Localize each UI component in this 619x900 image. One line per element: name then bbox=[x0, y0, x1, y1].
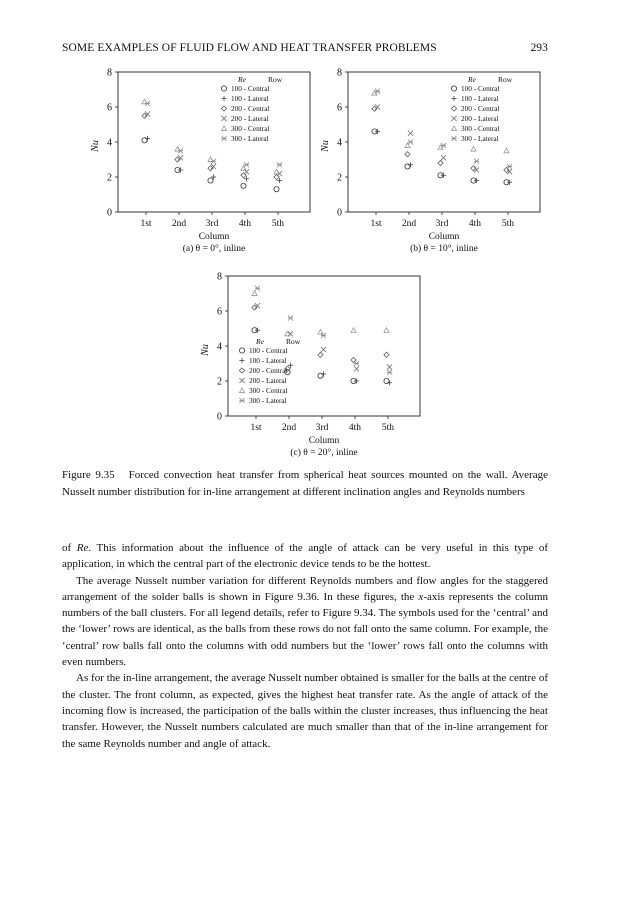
legend-marker bbox=[221, 116, 226, 121]
paragraph-3: As for the in-line arrangement, the average Nusselt number obtained is smaller for the balls at the centre of the cluster. The front column, as expected, gives the highest heat transfer rate. As the angle of attack of the incoming flow is increased, the participation of the balls within the cluster increases, thus influencing the heat transfer. However, the Nusselt numbers calculated are much smaller than that of the in-line arrangement for the same Reynolds number and angle of attack. bbox=[62, 672, 548, 750]
data-point bbox=[384, 352, 389, 357]
y-tick-label: 6 bbox=[217, 306, 222, 318]
y-tick-label: 4 bbox=[217, 341, 222, 353]
x-tick-label: 2nd bbox=[401, 219, 417, 229]
data-point bbox=[408, 131, 413, 136]
legend-label: 100 - Lateral bbox=[461, 94, 499, 103]
data-point bbox=[471, 146, 476, 151]
legend-marker bbox=[239, 388, 244, 393]
figure-label: Figure 9.35 bbox=[62, 469, 115, 481]
body-text bbox=[62, 540, 548, 752]
legend bbox=[239, 337, 300, 405]
data-point bbox=[255, 286, 260, 291]
legend-label: 100 - Lateral bbox=[231, 94, 269, 103]
x-tick-label: 5th bbox=[271, 219, 285, 229]
legend bbox=[451, 75, 512, 143]
legend-marker bbox=[239, 358, 244, 363]
data-point bbox=[255, 328, 260, 333]
legend-label: 200 - Lateral bbox=[231, 114, 269, 123]
y-tick-label: 0 bbox=[217, 411, 222, 423]
data-point bbox=[211, 174, 216, 179]
data-point bbox=[474, 178, 479, 183]
data-point bbox=[252, 305, 257, 310]
y-tick-label: 6 bbox=[107, 102, 112, 114]
legend-marker bbox=[221, 136, 226, 141]
x-tick-label: 1st bbox=[140, 219, 152, 229]
chart-panel-a bbox=[80, 64, 320, 260]
data-point bbox=[384, 328, 389, 333]
chart-panel-c bbox=[190, 268, 430, 464]
chart-panel-b bbox=[310, 64, 550, 260]
y-axis-label: Nu bbox=[90, 140, 101, 152]
page-number: 293 bbox=[530, 42, 548, 54]
legend-label: 200 - Central bbox=[231, 104, 270, 113]
legend-marker bbox=[239, 398, 244, 403]
data-point bbox=[441, 155, 446, 160]
legend-header-re: Re bbox=[468, 75, 476, 84]
data-point bbox=[145, 136, 150, 141]
x-axis-label: Column bbox=[198, 232, 230, 242]
y-tick-label: 0 bbox=[107, 207, 112, 219]
data-point bbox=[351, 328, 356, 333]
x-axis-label: Column bbox=[308, 436, 340, 446]
y-tick-label: 6 bbox=[337, 102, 342, 114]
x-tick-label: 4th bbox=[468, 219, 482, 229]
x-tick-label: 3rd bbox=[435, 219, 449, 229]
y-tick-label: 8 bbox=[107, 67, 112, 79]
y-tick-label: 8 bbox=[217, 271, 222, 283]
legend-label: 100 - Central bbox=[461, 84, 500, 93]
data-point bbox=[321, 371, 326, 376]
data-point bbox=[178, 167, 183, 172]
x-tick-label: 2nd bbox=[171, 219, 187, 229]
data-point bbox=[474, 159, 479, 164]
legend-label: 200 - Lateral bbox=[461, 114, 499, 123]
data-point bbox=[441, 143, 446, 148]
paragraph-2: The average Nusselt number variation for different Reynolds numbers and flow angles for the staggered arrangement of the solder balls is shown in Figure 9.36. In these figures, the x-axis represents the column numbers of the ball clusters. For all legend details, refer to Figure 9.34. The symbols used for the ‘central’ and the ‘lower’ rows are identical, as the balls from these rows do not fall onto the same column. For example, the ‘central’ row balls fall onto the columns with odd numbers but the ‘lower’ rows fall onto the columns with even numbers. bbox=[62, 574, 549, 669]
legend-header-re: Re bbox=[256, 337, 264, 346]
data-point bbox=[285, 331, 290, 336]
data-point bbox=[438, 160, 443, 165]
x-tick-label: 5th bbox=[501, 219, 515, 229]
data-point bbox=[507, 180, 512, 185]
data-point bbox=[441, 173, 446, 178]
x-axis-label: Column bbox=[428, 232, 460, 242]
legend-marker bbox=[239, 348, 244, 353]
legend-marker bbox=[451, 96, 456, 101]
data-point bbox=[208, 166, 213, 171]
x-tick-label: 5th bbox=[381, 423, 395, 433]
legend-label: 300 - Lateral bbox=[461, 134, 499, 143]
data-point bbox=[405, 152, 410, 157]
legend-label: 200 - Lateral bbox=[249, 376, 287, 385]
legend-marker bbox=[221, 126, 226, 131]
legend-marker bbox=[221, 96, 226, 101]
figure-caption bbox=[62, 467, 548, 501]
legend-label: 300 - Central bbox=[461, 124, 500, 133]
legend-label: 200 - Central bbox=[461, 104, 500, 113]
data-point bbox=[318, 329, 323, 334]
data-point bbox=[507, 164, 512, 169]
data-point bbox=[387, 364, 392, 369]
data-point bbox=[354, 366, 359, 371]
data-point bbox=[321, 333, 326, 338]
data-point bbox=[408, 162, 413, 167]
y-tick-label: 2 bbox=[217, 376, 222, 388]
legend-label: 300 - Lateral bbox=[249, 396, 287, 405]
x-tick-label: 4th bbox=[238, 219, 252, 229]
data-point bbox=[244, 162, 249, 167]
legend bbox=[221, 75, 282, 143]
paragraph-1: of Re. This information about the influence of the angle of attack can be very useful in this type of application, in which the central part of the electronic device tends to be the hottest. bbox=[62, 542, 549, 571]
legend-label: 200 - Central bbox=[249, 366, 288, 375]
legend-marker bbox=[451, 136, 456, 141]
legend-header-row: Row bbox=[498, 75, 513, 84]
y-tick-label: 2 bbox=[107, 172, 112, 184]
data-point bbox=[354, 378, 359, 383]
legend-marker bbox=[239, 368, 244, 373]
plot-frame bbox=[348, 72, 540, 212]
y-axis-label: Nu bbox=[320, 140, 331, 152]
legend-label: 300 - Central bbox=[231, 124, 270, 133]
y-axis-label: Nu bbox=[200, 344, 211, 356]
data-point bbox=[288, 315, 293, 320]
panel-label: (c) θ = 20°, inline bbox=[290, 448, 358, 458]
x-tick-label: 3rd bbox=[205, 219, 219, 229]
legend-marker bbox=[451, 116, 456, 121]
legend-marker bbox=[221, 86, 226, 91]
legend-marker bbox=[451, 106, 456, 111]
y-tick-label: 4 bbox=[107, 137, 112, 149]
data-point bbox=[504, 148, 509, 153]
panel-label: (a) θ = 0°, inline bbox=[182, 244, 246, 254]
data-point bbox=[471, 166, 476, 171]
data-point bbox=[408, 139, 413, 144]
legend-header-row: Row bbox=[268, 75, 283, 84]
x-tick-label: 2nd bbox=[281, 423, 297, 433]
data-point bbox=[244, 169, 249, 174]
panel-label: (b) θ = 10°, inline bbox=[410, 244, 478, 254]
data-point bbox=[318, 352, 323, 357]
data-point bbox=[178, 148, 183, 153]
legend-label: 300 - Central bbox=[249, 386, 288, 395]
data-point bbox=[142, 113, 147, 118]
data-point bbox=[145, 101, 150, 106]
running-title: SOME EXAMPLES OF FLUID FLOW AND HEAT TRANSFER PROBLEMS bbox=[62, 42, 437, 54]
data-point bbox=[252, 291, 257, 296]
data-point bbox=[387, 380, 392, 385]
legend-marker bbox=[239, 378, 244, 383]
data-point bbox=[375, 89, 380, 94]
y-tick-label: 2 bbox=[337, 172, 342, 184]
legend-label: 100 - Central bbox=[231, 84, 270, 93]
y-tick-label: 8 bbox=[337, 67, 342, 79]
x-tick-label: 1st bbox=[370, 219, 382, 229]
x-tick-label: 1st bbox=[250, 423, 262, 433]
x-tick-label: 4th bbox=[348, 423, 362, 433]
legend-header-row: Row bbox=[286, 337, 301, 346]
x-tick-label: 3rd bbox=[315, 423, 329, 433]
data-point bbox=[274, 187, 279, 192]
data-point bbox=[208, 178, 213, 183]
data-point bbox=[274, 169, 279, 174]
legend-marker bbox=[451, 126, 456, 131]
legend-label: 100 - Central bbox=[249, 346, 288, 355]
y-tick-label: 0 bbox=[337, 207, 342, 219]
data-point bbox=[277, 162, 282, 167]
data-point bbox=[241, 183, 246, 188]
data-point bbox=[354, 361, 359, 366]
legend-label: 300 - Lateral bbox=[231, 134, 269, 143]
legend-header-re: Re bbox=[238, 75, 246, 84]
legend-label: 100 - Lateral bbox=[249, 356, 287, 365]
data-point bbox=[321, 347, 326, 352]
data-point bbox=[175, 157, 180, 162]
data-point bbox=[387, 370, 392, 375]
data-point bbox=[375, 129, 380, 134]
legend-marker bbox=[221, 106, 226, 111]
figure-caption-text: Forced convection heat transfer from spherical heat sources mounted on the wall. Average Nusselt number distribution for in-line arrangement at different inclination angles and Reynolds numbers bbox=[62, 469, 548, 498]
data-point bbox=[372, 106, 377, 111]
data-point bbox=[211, 159, 216, 164]
y-tick-label: 4 bbox=[337, 137, 342, 149]
legend-marker bbox=[451, 86, 456, 91]
